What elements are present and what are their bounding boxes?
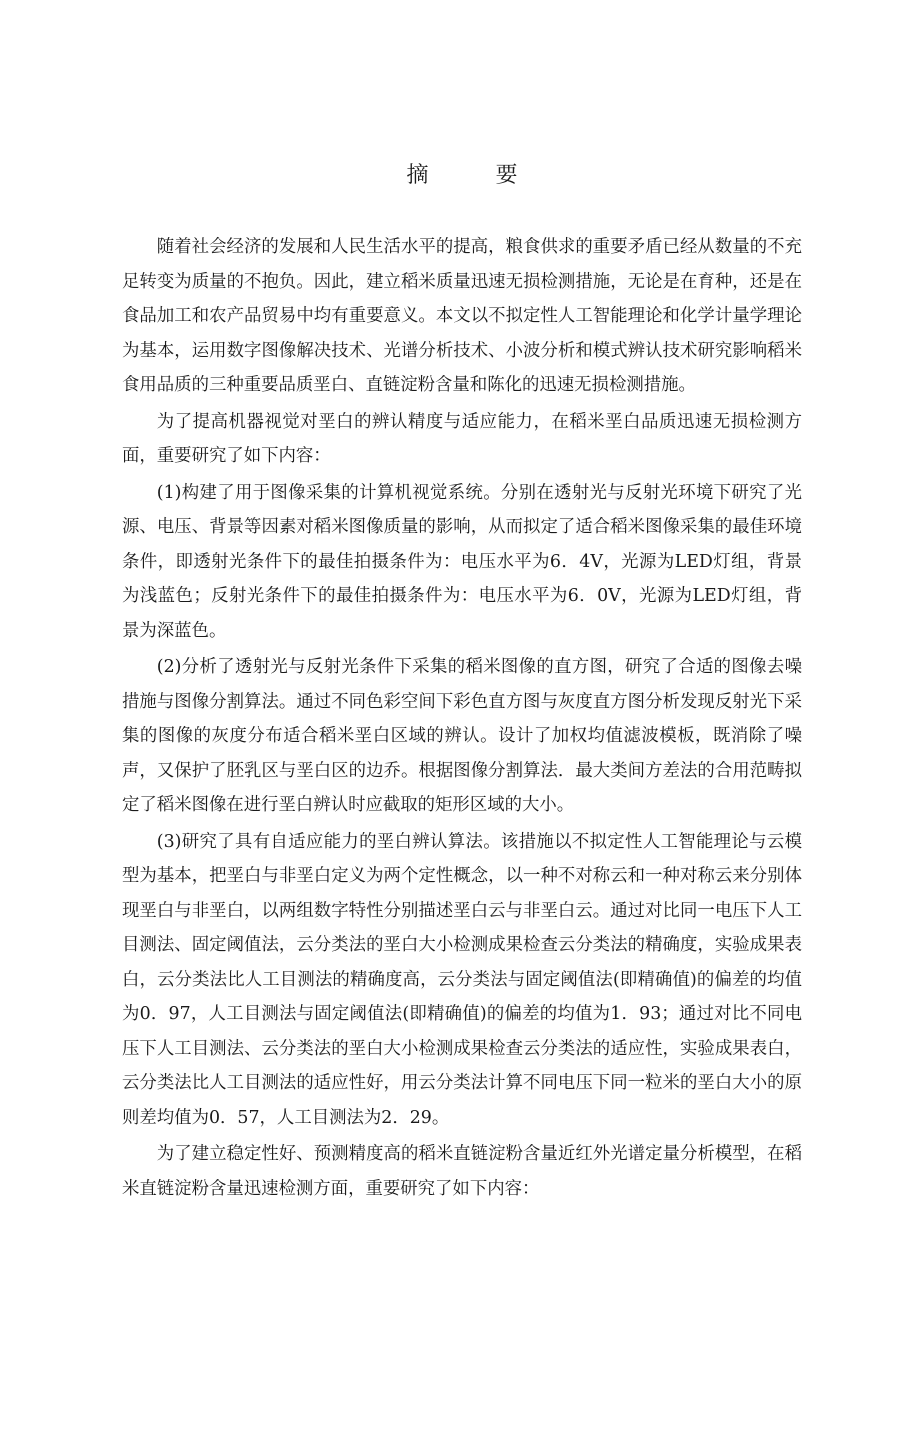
paragraph-item-3: (3)研究了具有自适应能力的垩白辨认算法。该措施以不拟定性人工智能理论与云模型为基本，把垩白与非垩白定义为两个定性概念，以一种不对称云和一种对称云来分别体现垩白与非垩白，以两组数字特性分别描述垩白云与非垩白云。通过对比同一电压下人工目测法、固定阈值法，云分类法的垩白大小检测成果检查云分类法的精确度，实验成果表白，云分类法比人工目测法的精确度高，云分类法与固定阈值法(即精确值)的偏差的均值为0．97，人工目测法与固定阈值法(即精确值)的偏差的均值为1．93；通过对比不同电压下人工目测法、云分类法的垩白大小检测成果检查云分类法的适应性，实验成果表白，云分类法比人工目测法的适应性好，用云分类法计算不同电压下同一粒米的垩白大小的原则差均值为0．57，人工目测法为2．29。	[122, 831, 802, 1128]
page-title: 摘 要	[406, 163, 548, 188]
paragraph-amylose-goal: 为了建立稳定性好、预测精度高的稻米直链淀粉含量近红外光谱定量分析模型，在稻米直链淀粉含量迅速检测方面，重要研究了如下内容：	[122, 1144, 802, 1199]
paragraph-item-2: (2)分析了透射光与反射光条件下采集的稻米图像的直方图，研究了合适的图像去噪措施与图像分割算法。通过不同色彩空间下彩色直方图与灰度直方图分析发现反射光下采集的图像的灰度分布适合稻米垩白区域的辨认。设计了加权均值滤波模板，既消除了噪声，又保护了胚乳区与垩白区的边乔。根据图像分割算法．最大类间方差法的合用范畴拟定了稻米图像在进行垩白辨认时应截取的矩形区域的大小。	[122, 657, 802, 815]
paragraph-intro: 随着社会经济的发展和人民生活水平的提高，粮食供求的重要矛盾已经从数量的不充足转变为质量的不抱负。因此，建立稻米质量迅速无损检测措施，无论是在育种，还是在食品加工和农产品贸易中均有重要意义。本文以不拟定性人工智能理论和化学计量学理论为基本，运用数字图像解决技术、光谱分析技术、小波分析和模式辨认技术研究影响稻米食用品质的三种重要品质垩白、直链淀粉含量和陈化的迅速无损检测措施。	[122, 237, 802, 395]
paragraph-chalkiness-goal: 为了提高机器视觉对垩白的辨认精度与适应能力，在稻米垩白品质迅速无损检测方面，重要研究了如下内容：	[122, 411, 802, 466]
paragraph-item-1: (1)构建了用于图像采集的计算机视觉系统。分别在透射光与反射光环境下研究了光源、电压、背景等因素对稻米图像质量的影响，从而拟定了适合稻米图像采集的最佳环境条件，即透射光条件下的最佳拍摄条件为：电压水平为6．4V，光源为LED灯组，背景为浅蓝色；反射光条件下的最佳拍摄条件为：电压水平为6．0V，光源为LED灯组，背景为深蓝色。	[122, 482, 802, 641]
abstract-body	[122, 230, 802, 1208]
